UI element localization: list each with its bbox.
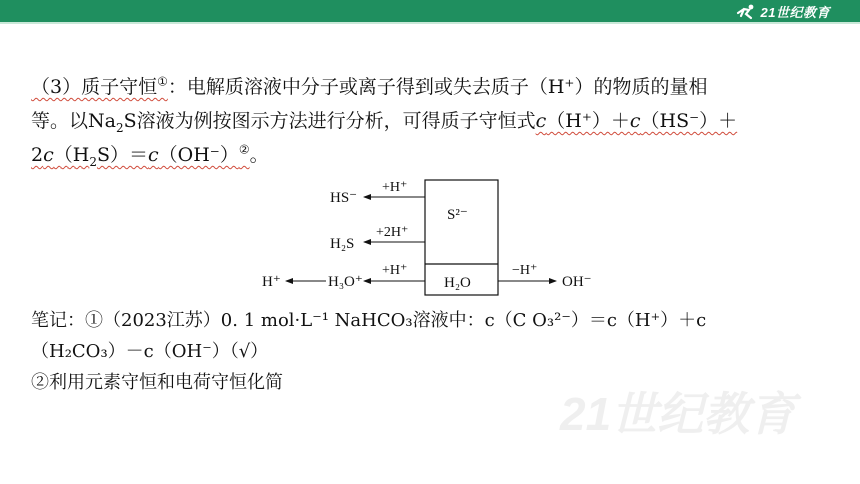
- note-line-1: 笔记：①（2023江苏）0. 1 mol·L⁻¹ NaHCO₃溶液中：c（C O₃²⁻）＝c（H⁺）＋c: [31, 310, 707, 331]
- logo-text: 21世纪教育: [760, 5, 830, 20]
- plus-h-label: +H⁺: [382, 180, 408, 195]
- main-text: [31, 70, 831, 172]
- formula-part-1: c（H⁺）＋c（HS⁻）＋: [535, 110, 738, 132]
- footnote-mark-2: ②: [238, 142, 250, 157]
- minus-h-label: −H⁺: [512, 263, 538, 278]
- note-line-3: ②利用元素守恒和电荷守恒化简: [31, 372, 283, 393]
- proton-diagram: [260, 175, 620, 300]
- h3o-label: H₃O⁺: [328, 274, 363, 290]
- note-line-2: （H₂CO₃）－c（OH⁻）（√）: [31, 341, 269, 362]
- plus-h-label-2: +H⁺: [382, 263, 408, 278]
- text-line-1: （3）质子守恒①：电解质溶液中分子或离子得到或失去质子（H⁺）的物质的量相: [31, 74, 708, 98]
- header-bar: [0, 0, 860, 22]
- formula-part-2: $2c(H_2S)=c(OH^-)^②$: [31, 142, 250, 169]
- text-line-3: $2c(H_2S)=c(OH^-)^②$。: [31, 142, 269, 169]
- h-label: H⁺: [262, 274, 281, 290]
- header-stripe: [0, 22, 860, 24]
- runner-icon: [736, 4, 758, 20]
- term-proton-conservation: （3）质子守恒①: [31, 74, 168, 98]
- watermark: 21世纪教育: [560, 388, 796, 440]
- h2s-label: H₂S: [330, 236, 355, 252]
- s2-label: S²⁻: [447, 207, 468, 223]
- oh-label: OH⁻: [562, 274, 592, 290]
- text-line-2: 等。以$Na_2S$溶液为例按图示方法进行分析，可得质子守恒式c（H⁺）＋c（HS⁻）＋: [31, 110, 738, 135]
- hs-label: HS⁻: [330, 190, 358, 206]
- plus-2h-label: +2H⁺: [376, 225, 409, 240]
- brand-logo: [736, 3, 830, 20]
- h2o-label: H₂O: [444, 275, 471, 291]
- footnote-mark-1: ①: [157, 74, 168, 89]
